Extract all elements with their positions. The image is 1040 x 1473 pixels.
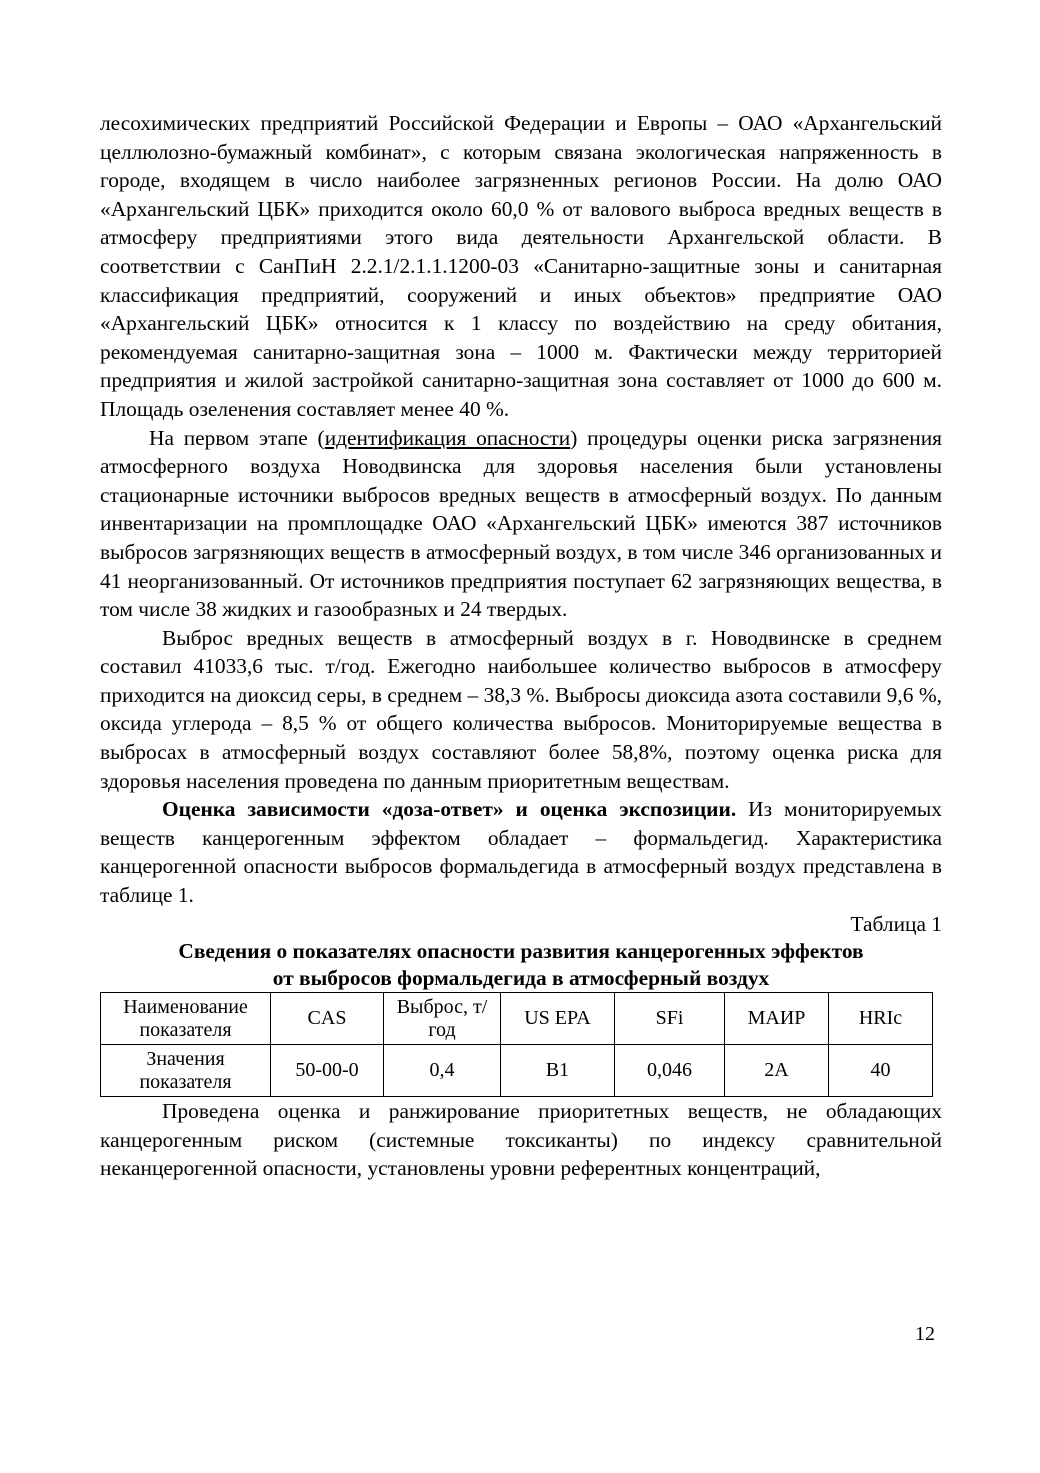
table-title <box>100 938 942 992</box>
table-cell: 0,4 <box>384 1045 501 1097</box>
table-label: Таблица 1 <box>850 911 942 936</box>
paragraph-5: Проведена оценка и ранжирование приоритетных веществ, не обладающих канцерогенным риском (системные токсиканты) по индексу сравнительной неканцерогенной опасности, установлены уровни референтных концентраций, <box>100 1099 942 1181</box>
table-cell: B1 <box>501 1045 615 1097</box>
hazard-identification-term: идентификация опасности <box>324 425 571 450</box>
paragraph-4-rest: Из мониторируемых веществ канцерогенным эффектом обладает – формальдегид. Характеристика канцерогенной опасности выбросов формальдегида в атмосферный воздух представлена в таблице 1. <box>100 797 942 908</box>
table-title-line-2: от выбросов формальдегида в атмосферный воздух <box>272 966 770 991</box>
page-number: 12 <box>915 1323 935 1345</box>
table-cell: 2A <box>725 1045 829 1097</box>
table-row <box>101 1045 933 1097</box>
table-header-cell: Выброс, т/год <box>384 993 501 1045</box>
paragraph-3: Выброс вредных веществ в атмосферный воздух в г. Новодвинске в среднем составил 41033,6 тыс. т/год. Ежегодно наибольшее количество выбросов в атмосферу приходится на диоксид серы, в среднем – 38,3 %. Выбросы диоксида азота составили 9,6 %, оксида углерода – 8,5 % от общего количества выбросов. Мониторируемые вещества в выбросах в атмосферный воздух составляют более 58,8%, поэтому оценка риска для здоровья населения проведена по данным приоритетным веществам. <box>100 625 942 793</box>
table-cell: 0,046 <box>615 1045 725 1097</box>
table-header-cell: МАИР <box>725 993 829 1045</box>
paragraph-1: лесохимических предприятий Российской Федерации и Европы – ОАО «Архангельский целлюлозно-бумажный комбинат», с которым связана экологическая напряженность в городе, входящем в число наиболее загрязненных регионов России. На долю ОАО «Архангельский ЦБК» приходится около 60,0 % от валового выброса вредных веществ в атмосферу предприятиями этого вида деятельности Архангельской области. В соответствии с СанПиН 2.2.1/2.1.1.1200-03 «Санитарно-защитные зоны и санитарная классификация предприятий, сооружений и иных объектов» предприятие ОАО «Архангельский ЦБК» относится к 1 классу по воздействию на среду обитания, рекомендуемая санитарно-защитная зона – 1000 м. Фактически между территорией предприятия и жилой застройкой санитарно-защитная зона составляет от 1000 до 600 м. Площадь озеленения составляет менее 40 %. <box>100 111 942 421</box>
table-header-row <box>101 993 933 1045</box>
paragraph-2-start: На первом этапе ( <box>149 425 325 450</box>
paragraph-2-rest: ) процедуры оценки риска загрязнения атмосферного воздуха Новодвинска для здоровья населения были установлены стационарные источники выбросов вредных веществ в атмосферный воздух. По данным инвентаризации на промплощадке ОАО «Архангельский ЦБК» имеются 387 источников выбросов загрязняющих веществ в атмосферный воздух, в том числе 346 организованных и 41 неорганизованный. От источников предприятия поступает 62 загрязняющих вещества, в том числе 38 жидких и газообразных и 24 твердых. <box>100 425 942 622</box>
table-cell: 50-00-0 <box>271 1045 384 1097</box>
carcinogen-table <box>100 992 933 1097</box>
table-title-line-1: Сведения о показателях опасности развития канцерогенных эффектов <box>178 939 864 964</box>
table-header-cell: CAS <box>271 993 384 1045</box>
table-header-cell: HRIc <box>829 993 933 1045</box>
paragraph-4 <box>100 795 942 909</box>
paragraph-2 <box>100 424 942 624</box>
table-cell: Значения показателя <box>101 1045 271 1097</box>
table-header-cell: SFi <box>615 993 725 1045</box>
section-heading-inline: Оценка зависимости «доза-ответ» и оценка экспозиции. <box>162 797 737 822</box>
document-page <box>100 109 942 1183</box>
table-header-cell: US EPA <box>501 993 615 1045</box>
table-header-cell: Наименование показателя <box>101 993 271 1045</box>
table-cell: 40 <box>829 1045 933 1097</box>
